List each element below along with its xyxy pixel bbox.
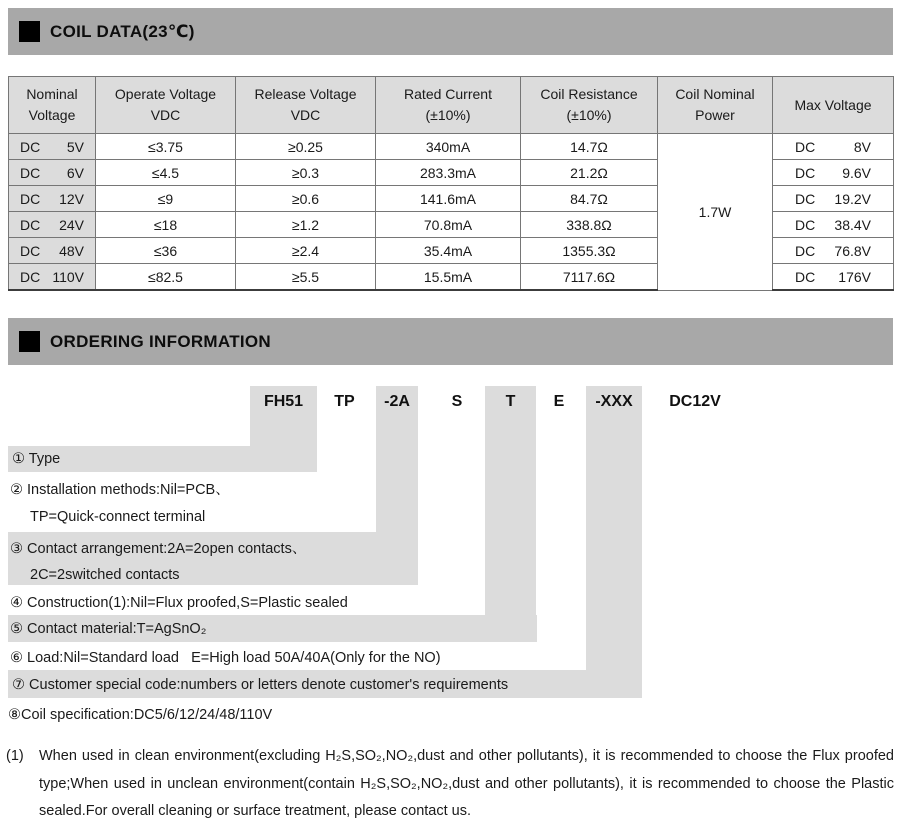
cell-coil-resistance: 7117.6Ω: [521, 264, 658, 291]
section-header-coil-data: [8, 8, 893, 55]
black-square-icon: [19, 331, 40, 352]
dc-prefix: DC: [795, 190, 816, 207]
connector-column-contact-material: [485, 386, 536, 642]
footnote-marker: (1): [6, 748, 24, 764]
header-line: (±10%): [425, 107, 471, 123]
code-part-customer-code: -XXX: [595, 393, 633, 410]
cell-operate-voltage: ≤3.75: [96, 134, 236, 160]
header-nominal-voltage: [9, 77, 96, 134]
footnote: [6, 743, 894, 821]
voltage-value: 76.8V: [834, 242, 871, 259]
voltage-value: 24V: [59, 216, 84, 233]
cell-rated-current: 15.5mA: [376, 264, 521, 291]
dc-prefix: DC: [795, 242, 816, 259]
section-header-ordering-information: [8, 318, 893, 365]
header-line: VDC: [290, 107, 321, 123]
cell-release-voltage: ≥0.25: [236, 134, 376, 160]
header-operate-voltage: [96, 77, 236, 134]
legend-construction: ④ Construction(1):Nil=Flux proofed,S=Plastic sealed: [10, 595, 348, 611]
cell-coil-resistance: 1355.3Ω: [521, 238, 658, 264]
header-line: Power: [695, 107, 735, 123]
cell-max-voltage: [773, 160, 894, 186]
header-line: (±10%): [566, 107, 612, 123]
cell-operate-voltage: ≤36: [96, 238, 236, 264]
dc-prefix: DC: [795, 138, 816, 155]
header-release-voltage: [236, 77, 376, 134]
header-line: Release Voltage: [254, 86, 357, 102]
black-square-icon: [19, 21, 40, 42]
dc-prefix: DC: [20, 190, 41, 207]
cell-nominal-voltage: [9, 212, 96, 238]
section-title-ordering-information: ORDERING INFORMATION: [50, 331, 272, 351]
cell-release-voltage: ≥2.4: [236, 238, 376, 264]
voltage-value: 19.2V: [834, 190, 871, 207]
dc-prefix: DC: [795, 268, 816, 285]
section-title-coil-data: COIL DATA(23℃): [50, 21, 195, 41]
footnote-text: When used in clean environment(excluding H₂S,SO₂,NO₂,dust and other pollutants), it is recommended to choose the Flux proofed type;When used in unclean environment(contain H₂S,SO₂,NO₂,dust and other pollutants), it is recommended to choose the Plastic sealed.For overall cleaning or surface treatment, please contact us.: [39, 748, 894, 819]
cell-release-voltage: ≥0.3: [236, 160, 376, 186]
cell-coil-resistance: 338.8Ω: [521, 212, 658, 238]
header-max-voltage: [773, 77, 894, 134]
cell-nominal-voltage: [9, 134, 96, 160]
cell-release-voltage: ≥1.2: [236, 212, 376, 238]
cell-nominal-voltage: [9, 160, 96, 186]
legend-customer-code: ⑦ Customer special code:numbers or letters denote customer's requirements: [12, 677, 509, 693]
voltage-value: 8V: [853, 138, 871, 155]
header-line: Voltage: [28, 107, 76, 123]
cell-coil-resistance: 84.7Ω: [521, 186, 658, 212]
code-part-contact-material: T: [505, 393, 516, 410]
voltage-value: 12V: [59, 190, 84, 207]
header-line: Rated Current: [404, 86, 492, 102]
cell-coil-nominal-power: 1.7W: [658, 134, 773, 291]
code-part-construction: S: [451, 393, 463, 410]
legend-installation-line1: ② Installation methods:Nil=PCB、: [10, 482, 230, 498]
code-part-type: FH51: [263, 393, 304, 410]
voltage-value: 176V: [838, 268, 871, 285]
code-part-coil-spec: DC12V: [669, 393, 721, 410]
cell-max-voltage: [773, 212, 894, 238]
dc-prefix: DC: [20, 242, 41, 259]
cell-operate-voltage: ≤4.5: [96, 160, 236, 186]
header-coil-resistance: [521, 77, 658, 134]
header-line: Coil Resistance: [540, 86, 638, 102]
dc-prefix: DC: [20, 138, 41, 155]
coil-table-row: [9, 134, 894, 160]
dc-prefix: DC: [20, 216, 41, 233]
code-part-installation: TP: [334, 393, 355, 410]
voltage-value: 110V: [52, 268, 84, 285]
legend-contact-arrangement-line2: 2C=2switched contacts: [30, 567, 180, 583]
code-part-load: E: [553, 393, 565, 410]
legend-load: ⑥ Load:Nil=Standard load E=High load 50A/40A(Only for the NO): [10, 650, 441, 666]
header-line: VDC: [150, 107, 181, 123]
cell-operate-voltage: ≤18: [96, 212, 236, 238]
header-line: Operate Voltage: [114, 86, 217, 102]
header-line: Max Voltage: [794, 96, 872, 113]
voltage-value: 9.6V: [842, 164, 871, 181]
legend-contact-arrangement-line1: ③ Contact arrangement:2A=2open contacts、: [10, 541, 307, 557]
cell-max-voltage: [773, 134, 894, 160]
voltage-value: 38.4V: [834, 216, 871, 233]
legend-contact-material: ⑤ Contact material:T=AgSnO₂: [10, 621, 207, 637]
cell-coil-resistance: 14.7Ω: [521, 134, 658, 160]
voltage-value: 6V: [66, 164, 84, 181]
legend-installation-line2: TP=Quick-connect terminal: [30, 509, 206, 525]
cell-coil-resistance: 21.2Ω: [521, 160, 658, 186]
header-coil-nominal-power: [658, 77, 773, 134]
cell-release-voltage: ≥5.5: [236, 264, 376, 291]
legend-coil-spec: ⑧Coil specification:DC5/6/12/24/48/110V: [8, 707, 273, 723]
header-rated-current: [376, 77, 521, 134]
dc-prefix: DC: [795, 216, 816, 233]
cell-rated-current: 283.3mA: [376, 160, 521, 186]
legend-type: ① Type: [12, 451, 61, 467]
cell-nominal-voltage: [9, 238, 96, 264]
cell-release-voltage: ≥0.6: [236, 186, 376, 212]
dc-prefix: DC: [20, 164, 41, 181]
dc-prefix: DC: [20, 268, 41, 285]
cell-rated-current: 35.4mA: [376, 238, 521, 264]
dc-prefix: DC: [795, 164, 816, 181]
voltage-value: 5V: [66, 138, 84, 155]
coil-table-header-row: [9, 77, 894, 134]
cell-rated-current: 141.6mA: [376, 186, 521, 212]
cell-max-voltage: [773, 238, 894, 264]
cell-rated-current: 340mA: [376, 134, 521, 160]
cell-nominal-voltage: [9, 264, 96, 291]
cell-max-voltage: [773, 264, 894, 291]
ordering-diagram: [0, 380, 900, 736]
voltage-value: 48V: [59, 242, 84, 259]
cell-nominal-voltage: [9, 186, 96, 212]
header-line: Coil Nominal: [675, 86, 755, 102]
header-line: Nominal: [26, 86, 78, 102]
cell-rated-current: 70.8mA: [376, 212, 521, 238]
connector-column-customer-code: [586, 386, 642, 698]
code-part-contact-arrangement: -2A: [384, 393, 410, 410]
cell-operate-voltage: ≤9: [96, 186, 236, 212]
coil-data-table: [8, 76, 894, 291]
cell-max-voltage: [773, 186, 894, 212]
cell-operate-voltage: ≤82.5: [96, 264, 236, 291]
